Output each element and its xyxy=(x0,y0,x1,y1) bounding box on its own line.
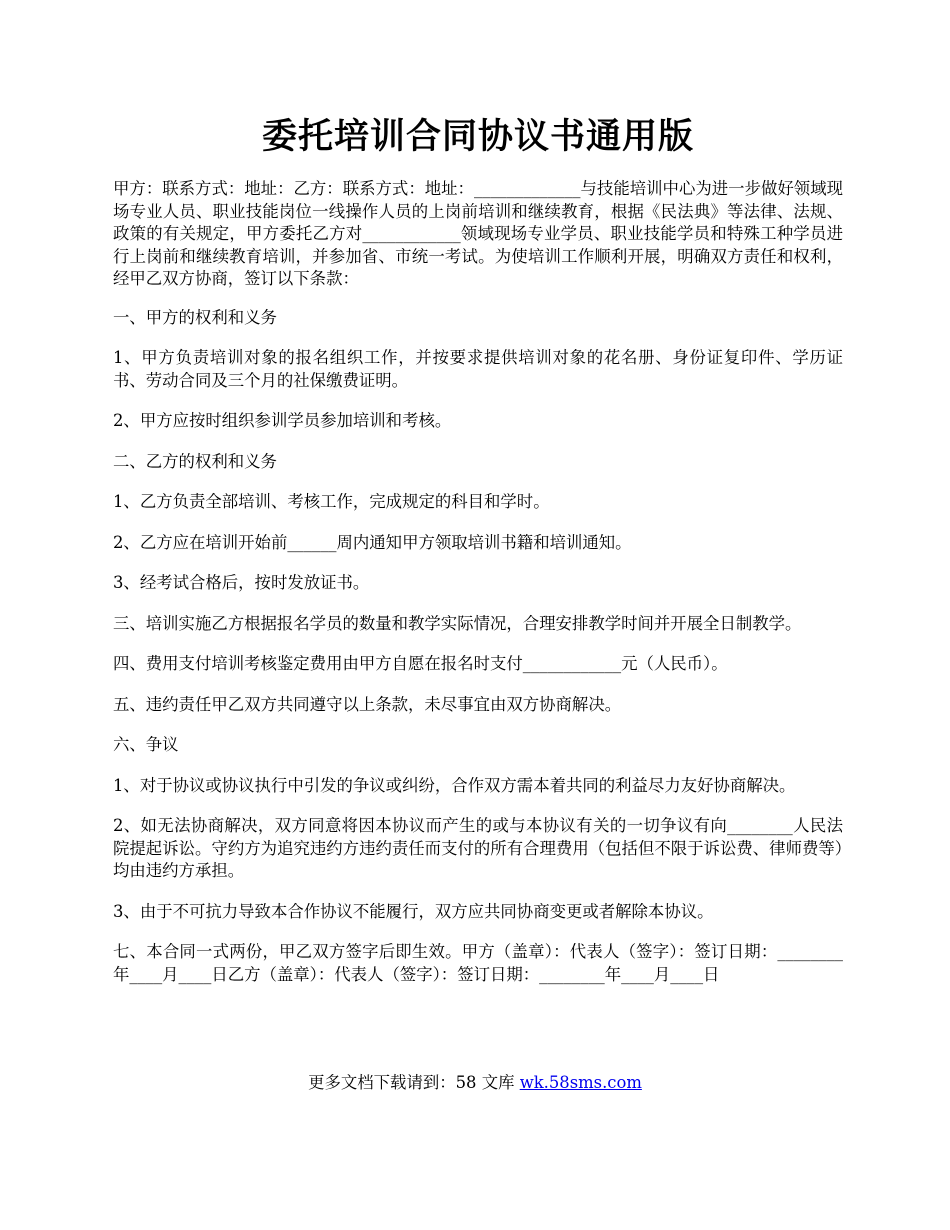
dispute-clause-3: 3、由于不可抗力导致本合作协议不能履行，双方应共同协商变更或者解除本协议。 xyxy=(113,901,714,921)
party-a-clause-2: 2、甲方应按时组织参训学员参加培训和考核。 xyxy=(113,411,452,430)
section-heading-dispute: 六、争议 xyxy=(113,735,179,754)
footer xyxy=(0,1072,950,1094)
footer-text: 更多文档下载请到：58 文库 xyxy=(308,1073,520,1092)
party-b-clause-3: 3、经考试合格后，按时发放证书。 xyxy=(113,573,370,592)
section-heading-party-a: 一、甲方的权利和义务 xyxy=(113,307,277,327)
section-breach: 五、违约责任甲乙双方共同遵守以上条款，未尽事宜由双方协商解决。 xyxy=(113,694,622,714)
section-training: 三、培训实施乙方根据报名学员的数量和教学实际情况，合理安排教学时间并开展全日制教学。 xyxy=(113,613,802,633)
dispute-clause-1: 1、对于协议或协议执行中引发的争议或纠纷，合作双方需本着共同的利益尽力友好协商解决。 xyxy=(113,775,796,795)
document-title: 委托培训合同协议书通用版 xyxy=(261,116,694,157)
section-signature: 七、本合同一式两份，甲乙双方签字后即生效。甲方（盖章）：代表人（签字）：签订日期：________年____月____日乙方（盖章）：代表人（签字）：签订日期：________年____月____日 xyxy=(113,942,843,984)
section-heading-party-b: 二、乙方的权利和义务 xyxy=(113,451,277,471)
dispute-clause-2: 2、如无法协商解决，双方同意将因本协议而产生的或与本协议有关的一切争议有向________人民法院提起诉讼。守约方为追究违约方违约责任而支付的所有合理费用（包括但不限于诉讼费、律师费等）均由违约方承担。 xyxy=(113,816,843,880)
party-b-clause-2: 2、乙方应在培训开始前______周内通知甲方领取培训书籍和培训通知。 xyxy=(113,532,632,552)
intro-paragraph: 甲方：联系方式：地址：乙方：联系方式：地址：_____________与技能培训中心为进一步做好领域现场专业人员、职业技能岗位一线操作人员的上岗前培训和继续教育，根据《民法典》等法律、法规、政策的有关规定，甲方委托乙方对____________领域现场专业学员、职业技能学员和特殊工种学员进行上岗前和继续教育培训，并参加省、市统一考试。为使培训工作顺利开展，明确双方责任和权利，经甲乙双方协商，签订以下条款： xyxy=(113,179,843,288)
party-b-clause-1: 1、乙方负责全部培训、考核工作，完成规定的科目和学时。 xyxy=(113,492,550,511)
party-a-clause-1: 1、甲方负责培训对象的报名组织工作，并按要求提供培训对象的花名册、身份证复印件、学历证书、劳动合同及三个月的社保缴费证明。 xyxy=(113,348,843,390)
document-page xyxy=(113,112,843,1004)
section-fees: 四、费用支付培训考核鉴定费用由甲方自愿在报名时支付____________元（人民币）。 xyxy=(113,654,728,673)
footer-link[interactable]: wk.58sms.com xyxy=(519,1073,642,1092)
